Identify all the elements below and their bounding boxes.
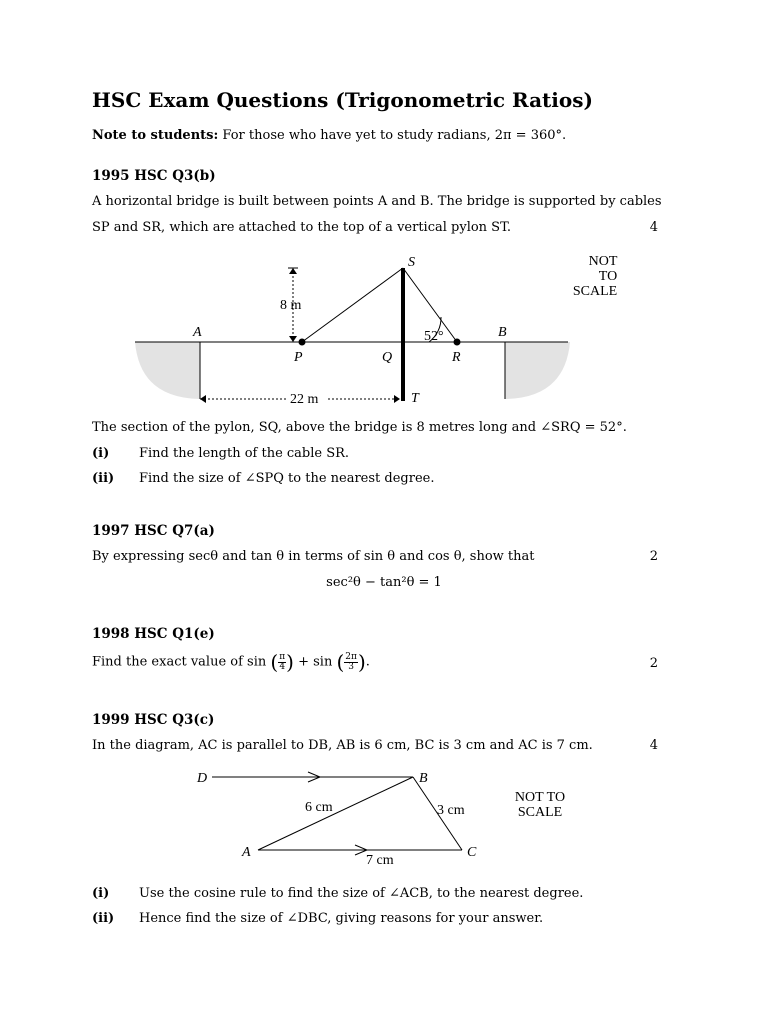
point-r <box>454 339 461 346</box>
width-arrow-left <box>200 395 206 403</box>
open-paren: ( <box>270 650 279 674</box>
left-bank <box>135 342 200 399</box>
q1997-marks: 2 <box>649 549 658 564</box>
width-label: 22 m <box>290 392 319 407</box>
cable-sp <box>302 268 403 342</box>
q1997-heading: 1997 HSC Q7(a) <box>92 523 215 539</box>
part-number: (i) <box>92 446 110 461</box>
q1999-part-ii <box>92 911 543 926</box>
line-ab <box>258 777 413 850</box>
angle-label: 52° <box>424 329 444 344</box>
part-text: Hence find the size of ∠DBC, giving reasons for your answer. <box>139 911 544 926</box>
q1998-heading: 1998 HSC Q1(e) <box>92 626 215 642</box>
width-arrow-right <box>394 395 400 403</box>
note-label: Note to students: <box>92 128 219 143</box>
q1999-marks: 4 <box>649 738 658 753</box>
height-arrow-up <box>289 268 297 274</box>
part-number: (ii) <box>92 911 115 926</box>
fraction-pi-over-4 <box>278 653 286 672</box>
label-q: Q <box>382 350 393 365</box>
frac2-den: 3 <box>348 661 354 672</box>
q1999-heading: 1999 HSC Q3(c) <box>92 712 215 728</box>
q1995-part-ii <box>92 471 434 486</box>
not-to-scale-3: SCALE <box>572 284 618 299</box>
label-a: A <box>242 845 251 860</box>
q1995-line2: SP and SR, which are attached to the top of a vertical pylon ST. <box>92 220 511 235</box>
q1995-line1: A horizontal bridge is built between points A and B. The bridge is supported by cables <box>92 194 662 209</box>
label-c: C <box>467 845 477 860</box>
note-line <box>92 128 566 143</box>
q1995-heading: 1995 HSC Q3(b) <box>92 168 216 184</box>
part-text: Find the size of ∠SPQ to the nearest degree. <box>139 471 435 486</box>
triangle-diagram <box>190 764 590 874</box>
height-label: 8 m <box>280 298 302 313</box>
bridge-diagram <box>120 248 640 413</box>
q1999-part-i <box>92 886 583 901</box>
label-b: B <box>498 325 507 340</box>
part-text: Use the cosine rule to find the size of ∠ACB, to the nearest degree. <box>139 886 584 901</box>
close-paren: ) <box>286 650 294 674</box>
part-number: (i) <box>92 886 110 901</box>
right-bank <box>505 342 570 399</box>
not-to-scale-1: NOT <box>588 254 618 269</box>
q1998-end: . <box>365 654 370 670</box>
height-arrow-down <box>289 336 297 342</box>
label-r: R <box>452 350 461 365</box>
page-title: HSC Exam Questions (Trigonometric Ratios) <box>92 88 593 112</box>
label-d: D <box>197 771 208 786</box>
fraction-2pi-over-3 <box>344 653 358 672</box>
note-text: For those who have yet to study radians, 2π = 360°. <box>222 128 567 143</box>
point-p <box>299 339 306 346</box>
q1998-plus: + sin <box>298 654 333 670</box>
part-text: Find the length of the cable SR. <box>139 446 350 461</box>
frac1-num: π <box>279 651 286 662</box>
q1999-text: In the diagram, AC is parallel to DB, AB is 6 cm, BC is 3 cm and AC is 7 cm. <box>92 738 593 753</box>
label-t: T <box>411 391 419 406</box>
frac2-num: 2π <box>345 651 357 662</box>
part-number: (ii) <box>92 471 115 486</box>
label-s: S <box>408 255 415 270</box>
frac1-den: 4 <box>279 661 286 672</box>
q1995-part-i <box>92 446 349 461</box>
q1995-description: The section of the pylon, SQ, above the bridge is 8 metres long and ∠SRQ = 52°. <box>92 420 627 435</box>
close-paren: ) <box>357 650 366 674</box>
ab-length-label: 6 cm <box>305 800 333 815</box>
q1997-identity: sec²θ − tan²θ = 1 <box>326 575 442 590</box>
not-to-scale-2: SCALE <box>517 805 563 820</box>
q1995-marks: 4 <box>649 220 658 235</box>
q1998-expression <box>92 650 370 674</box>
q1998-text: Find the exact value of sin <box>92 654 267 670</box>
label-b: B <box>419 771 428 786</box>
not-to-scale-1: NOT TO <box>514 790 566 805</box>
q1998-marks: 2 <box>649 656 658 671</box>
bc-length-label: 3 cm <box>437 803 465 818</box>
ac-length-label: 7 cm <box>366 853 394 868</box>
open-paren: ( <box>336 650 345 674</box>
not-to-scale-2: TO <box>598 269 618 284</box>
label-a: A <box>193 325 202 340</box>
q1997-text: By expressing secθ and tan θ in terms of sin θ and cos θ, show that <box>92 549 535 564</box>
label-p: P <box>294 350 303 365</box>
